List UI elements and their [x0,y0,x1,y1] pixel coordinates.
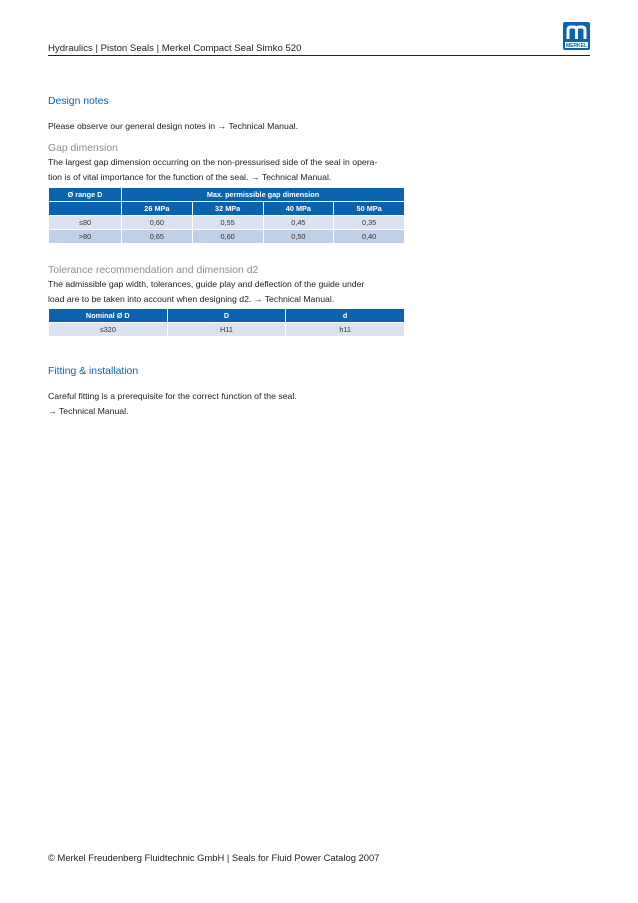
bore-tolerance-cell: H11 [168,323,286,336]
pressure-header: 32 MPa [193,202,263,215]
value-cell: 0,55 [193,216,263,229]
shaft-tolerance-cell: h11 [286,323,404,336]
value-cell: 0,35 [334,216,404,229]
gap-dimension-line-1: The largest gap dimension occurring on the non-pressurised side of the seal in opera- [48,157,378,167]
fitting-heading: Fitting & installation [48,366,139,377]
value-cell: 0,50 [264,230,334,243]
tolerance-line-1: The admissible gap width, tolerances, guide play and deflection of the guide under [48,279,365,289]
design-notes-heading: Design notes [48,96,109,107]
value-cell: 0,60 [193,230,263,243]
range-cell: ≤80 [49,216,121,229]
table-header-row [49,188,404,201]
table-header-row [49,309,404,322]
bore-tolerance-header: D [168,309,286,322]
table-row [49,216,404,229]
svg-text:MERKEL: MERKEL [565,43,588,49]
design-notes-text: Please observe our general design notes in → Technical Manual. [48,121,298,131]
tolerance-heading: Tolerance recommendation and dimension d2 [48,265,259,276]
shaft-tolerance-header: d [286,309,404,322]
range-cell: >80 [49,230,121,243]
tolerance-line-2: load are to be taken into account when designing d2. → Technical Manual. [48,294,335,304]
pressure-header: 40 MPa [264,202,334,215]
tolerance-table [48,308,405,337]
gap-dimension-text [48,155,418,185]
empty-header-cell [49,202,121,215]
merkel-logo-icon [563,22,590,50]
breadcrumb-text: Hydraulics | Piston Seals | Merkel Compact Seal Simko 520 [48,42,302,54]
pressure-header: 26 MPa [122,202,192,215]
nominal-header: Nominal Ø D [49,309,167,322]
gap-group-header: Max. permissible gap dimension [122,188,404,201]
breadcrumb [48,40,590,56]
pressure-header: 50 MPa [334,202,404,215]
nominal-cell: ≤320 [49,323,167,336]
gap-dimension-heading: Gap dimension [48,143,118,154]
fitting-line-1: Careful fitting is a prerequisite for the correct function of the seal. [48,391,297,401]
header-divider [48,55,590,56]
range-column-header: Ø range D [49,188,121,201]
value-cell: 0,60 [122,216,192,229]
fitting-line-2: → Technical Manual. [48,406,129,416]
gap-dimension-line-2: tion is of vital importance for the function of the seal. → Technical Manual. [48,172,332,182]
page-footer: © Merkel Freudenberg Fluidtechnic GmbH | Seals for Fluid Power Catalog 2007 [48,852,380,863]
table-row [49,323,404,336]
table-pressure-row [49,202,404,215]
merkel-logo [563,22,590,50]
tolerance-text [48,277,418,307]
table-row [49,230,404,243]
value-cell: 0,45 [264,216,334,229]
value-cell: 0,40 [334,230,404,243]
gap-dimension-table [48,187,405,244]
value-cell: 0,65 [122,230,192,243]
fitting-text [48,389,418,419]
